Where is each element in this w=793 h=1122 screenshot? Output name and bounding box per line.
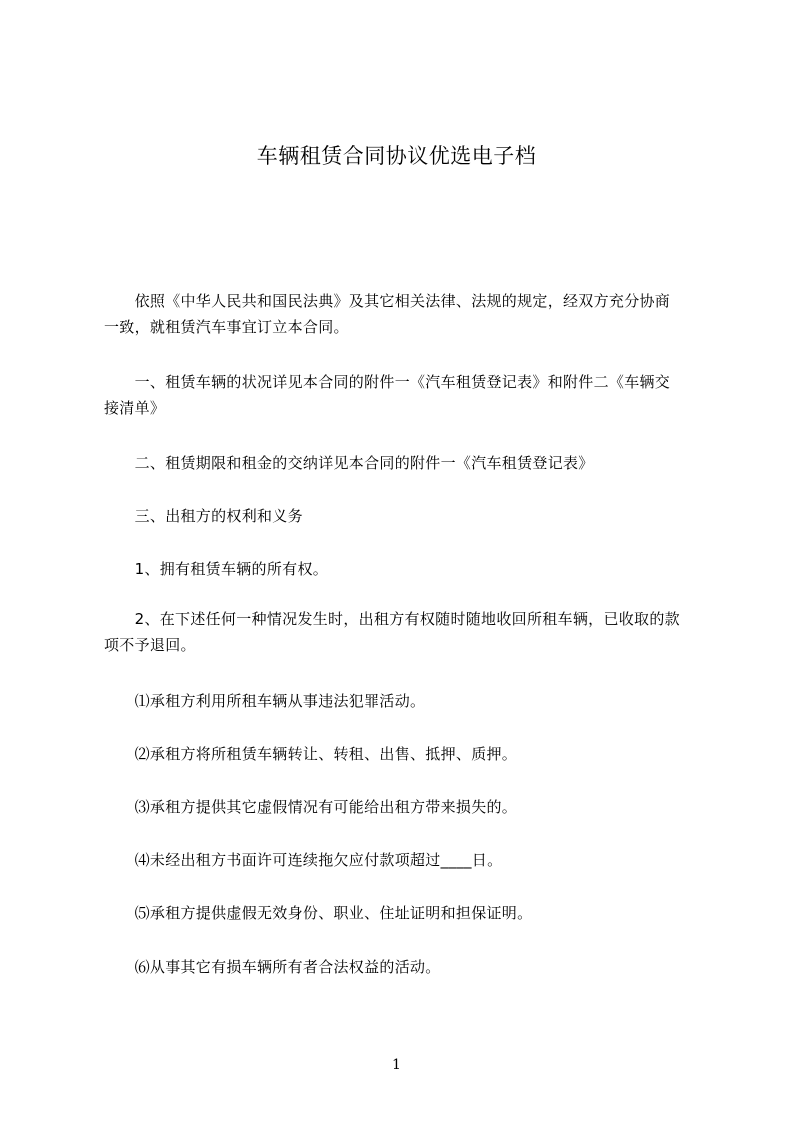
paragraph-intro [104, 288, 694, 340]
document-title: 车辆租赁合同协议优选电子档 [256, 144, 537, 168]
paragraph-item-1 [104, 556, 694, 582]
paragraph-item-2 [104, 606, 694, 658]
paragraph-line: 一、租赁车辆的状况详见本合同的附件一《汽车租赁登记表》和附件二《车辆交 [104, 373, 671, 391]
paragraph-clause-1 [104, 369, 694, 421]
paragraph-line: ⑵承租方将所租赁车辆转让、转租、出售、抵押、质押。 [104, 745, 518, 763]
paragraph-line: ⑹从事其它有损车辆所有者合法权益的活动。 [104, 958, 441, 976]
paragraph-sub-2 [104, 741, 694, 767]
paragraph-line: ⑴承租方利用所租车辆从事违法犯罪活动。 [104, 692, 426, 710]
paragraph-sub-1 [104, 688, 694, 714]
paragraph-sub-6 [104, 954, 694, 980]
paragraph-clause-2 [104, 450, 694, 476]
paragraph-line: 一致，就租赁汽车事宜订立本合同。 [104, 318, 349, 336]
paragraph-line: 三、出租方的权利和义务 [104, 507, 303, 525]
paragraph-line: ⑶承租方提供其它虚假情况有可能给出租方带来损失的。 [104, 798, 518, 816]
paragraph-line: ⑸承租方提供虚假无效身份、职业、住址证明和担保证明。 [104, 904, 533, 922]
paragraph-line: 二、租赁期限和租金的交纳详见本合同的附件一《汽车租赁登记表》 [104, 454, 594, 472]
paragraph-line: 1、拥有租赁车辆的所有权。 [104, 560, 329, 578]
paragraph-line: 2、在下述任何一种情况发生时，出租方有权随时随地收回所租车辆，已收取的款 [104, 610, 680, 628]
paragraph-line: 依照《中华人民共和国民法典》及其它相关法律、法规的规定，经双方充分协商 [104, 292, 671, 310]
paragraph-line: ⑷未经出租方书面许可连续拖欠应付款项超过____日。 [104, 851, 503, 869]
paragraph-sub-5 [104, 900, 694, 926]
paragraph-line: 接清单》 [104, 399, 166, 417]
paragraph-sub-4 [104, 847, 694, 873]
paragraph-sub-3 [104, 794, 694, 820]
page-number: 1 [392, 1057, 401, 1073]
paragraph-line: 项不予退回。 [104, 636, 196, 654]
paragraph-clause-3 [104, 503, 694, 529]
